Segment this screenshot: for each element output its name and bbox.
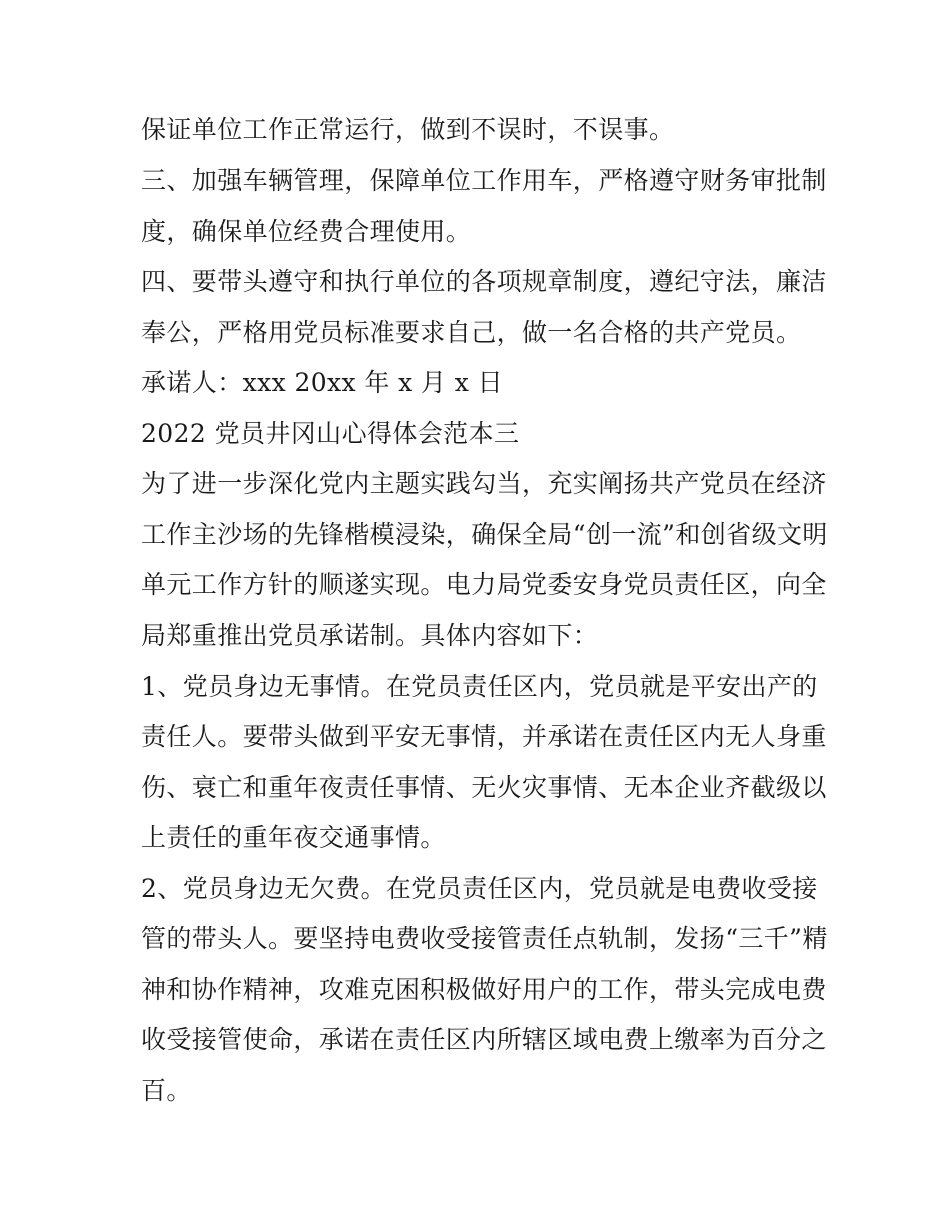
text-line: 百。 — [141, 1076, 192, 1105]
text-line: 1、党员身边无事情。在党员责任区内，党员就是平安出产的 — [141, 672, 818, 701]
text-line: 收受接管使命，承诺在责任区内所辖区域电费上缴率为百分之 — [141, 1025, 827, 1054]
text-line: 神和协作精神，攻难克困积极做好用户的工作，带头完成电费 — [141, 975, 827, 1004]
text-line: 单元工作方针的顺遂实现。电力局党委安身党员责任区，向全 — [141, 570, 827, 599]
text-line: 奉公，严格用党员标准要求自己，做一名合格的共产党员。 — [141, 318, 802, 347]
text-line: 局郑重推出党员承诺制。具体内容如下： — [141, 621, 599, 650]
text-line: 度，确保单位经费合理使用。 — [141, 217, 472, 246]
text-line: 保证单位工作正常运行，做到不误时，不误事。 — [141, 115, 675, 144]
text-line: 2、党员身边无欠费。在党员责任区内，党员就是电费收受接 — [141, 874, 818, 903]
section-title: 2022 党员井冈山心得体会范本三 — [141, 419, 520, 448]
signature-line: 承诺人：xxx 20xx 年 x 月 x 日 — [141, 368, 503, 397]
text-line: 管的带头人。要坚持电费收受接管责任点轨制，发扬“三千”精 — [141, 924, 828, 953]
text-line: 责任人。要带头做到平安无事情，并承诺在责任区内无人身重 — [141, 722, 827, 751]
text-line: 工作主沙场的先锋楷模浸染，确保全局“创一流”和创省级文明 — [141, 520, 828, 549]
text-line: 为了进一步深化党内主题实践勾当，充实阐扬共产党员在经济 — [141, 469, 827, 498]
text-line: 四、要带头遵守和执行单位的各项规章制度，遵纪守法，廉洁 — [141, 267, 827, 296]
text-line: 三、加强车辆管理，保障单位工作用车，严格遵守财务审批制 — [141, 166, 827, 195]
text-line: 上责任的重年夜交通事情。 — [141, 823, 446, 852]
text-line: 伤、衰亡和重年夜责任事情、无火灾事情、无本企业齐截级以 — [141, 773, 827, 802]
